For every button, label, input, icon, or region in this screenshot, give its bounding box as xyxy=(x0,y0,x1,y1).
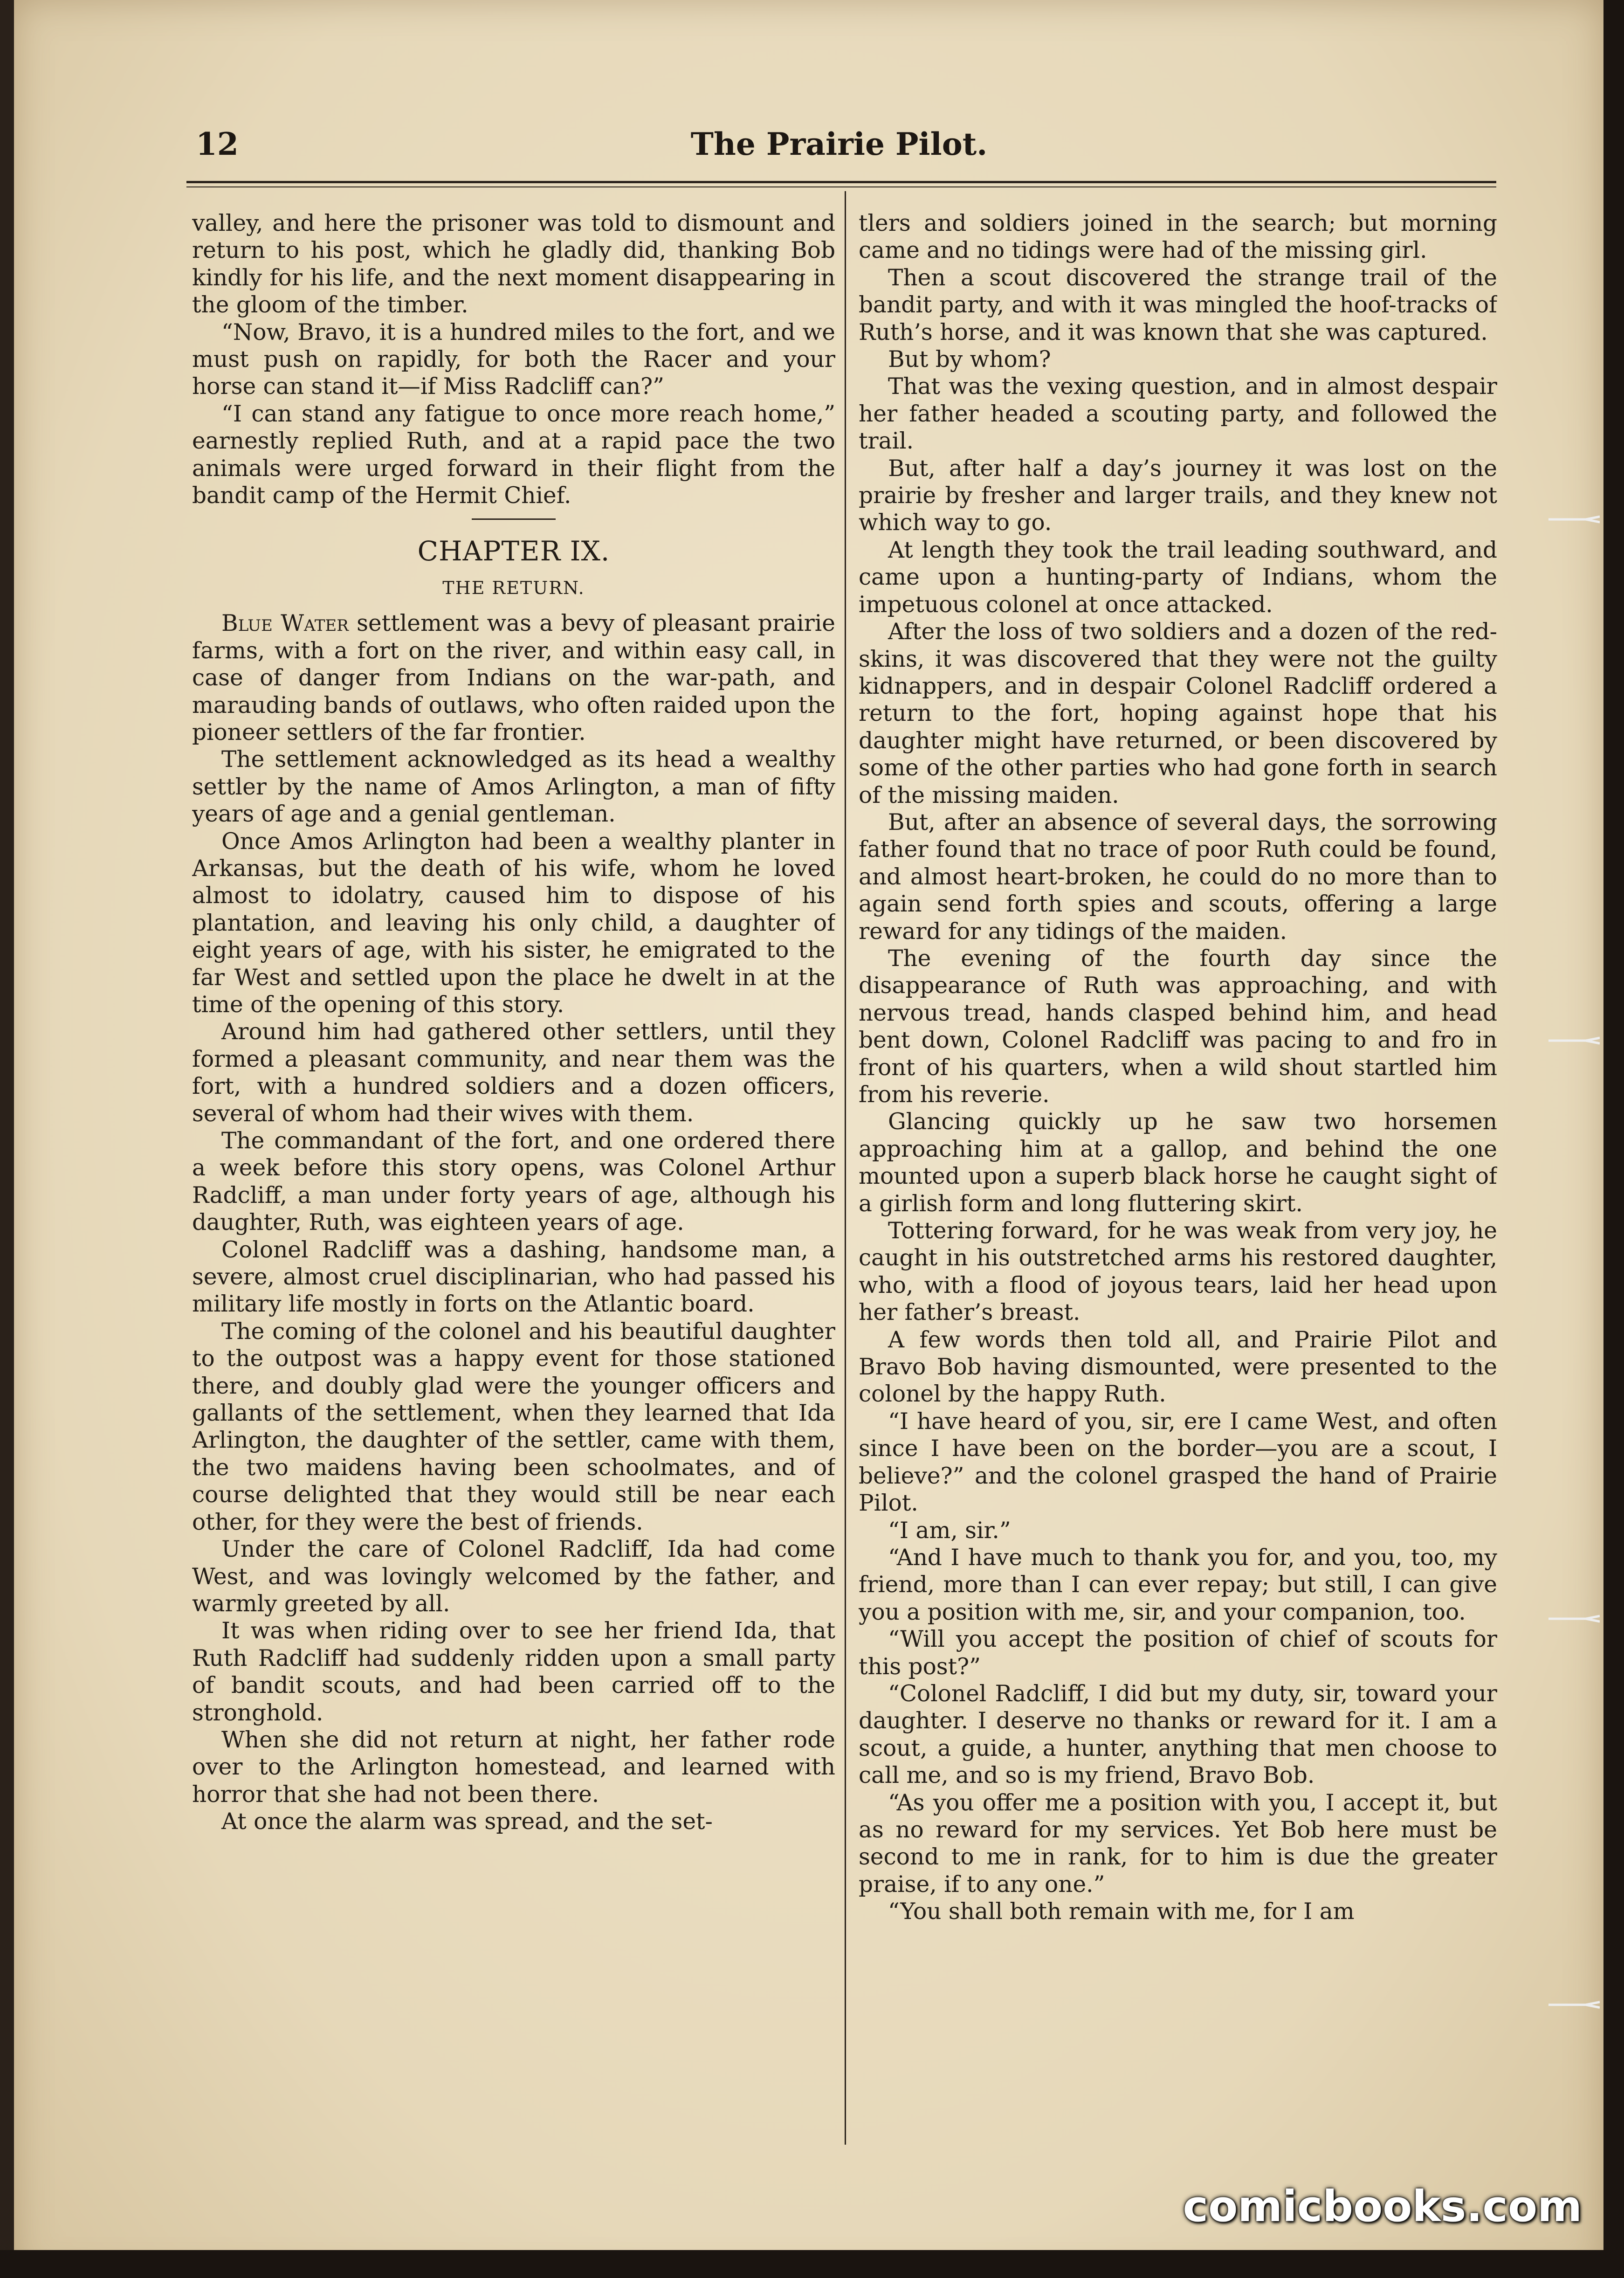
paragraph: “I have heard of you, sir, ere I came West, and often since I have been on the border—you are a scout, I believe?” and the colonel grasped the hand of Prairie Pilot. xyxy=(859,1408,1497,1517)
paragraph: tlers and soldiers joined in the search; but morning came and no tidings were had of the missing girl. xyxy=(859,210,1497,264)
chapter-subtitle: THE RETURN. xyxy=(442,577,585,598)
paragraph: “And I have much to thank you for, and you, too, my friend, more than I can ever repay; but still, I can give you a position with me, sir, and your companion, too. xyxy=(859,1544,1497,1625)
paragraph: When she did not return at night, her father rode over to the Arlington homestead, and learned with horror that she had not been there. xyxy=(192,1726,835,1808)
binding-staple-icon xyxy=(1548,1036,1600,1045)
paragraph: Around him had gathered other settlers, until they formed a pleasant community, and near them was the fort, with a hundred soldiers and a dozen officers, several of whom had their wives with them. xyxy=(192,1019,835,1127)
paragraph: “Colonel Radcliff, I did but my duty, sir, toward your daughter. I deserve no thanks or reward for it. I am a scout, a guide, a hunter, anything that men choose to call me, and so is my friend, Bravo Bob. xyxy=(859,1680,1497,1789)
right-column xyxy=(859,210,1497,2149)
paragraph: That was the vexing question, and in almost despair her father headed a scouting party, and followed the trail. xyxy=(859,373,1497,455)
paragraph: But, after half a day’s journey it was lost on the prairie by fresher and larger trails, and they knew not which way to go. xyxy=(859,455,1497,536)
paragraph: “You shall both remain with me, for I am xyxy=(888,1898,1355,1925)
paragraph: “I can stand any fatigue to once more reach home,” earnestly replied Ruth, and at a rapid pace the two animals were urged forward in their flight from the bandit camp of the Hermit Chief. xyxy=(192,400,835,509)
paragraph: But, after an absence of several days, the sorrowing father found that no trace of poor Ruth could be found, and almost heart-broken, he could do no more than to again send forth spies and scouts, offering a large reward for any tidings of the maiden. xyxy=(859,809,1497,945)
binding-staple-icon xyxy=(1548,2000,1600,2009)
column-divider xyxy=(845,191,846,2145)
paragraph: A few words then told all, and Prairie Pilot and Bravo Bob having dismounted, were presented to the colonel by the happy Ruth. xyxy=(859,1326,1497,1408)
paragraph: It was when riding over to see her friend Ida, that Ruth Radcliff had suddenly ridden upon a small party of bandit scouts, and had been carried off to the stronghold. xyxy=(192,1618,835,1726)
scan-edge-right xyxy=(1603,0,1624,2278)
paragraph: Colonel Radcliff was a dashing, handsome man, a severe, almost cruel disciplinarian, who had passed his military life mostly in forts on the Atlantic board. xyxy=(192,1236,835,1318)
paragraph: At once the alarm was spread, and the set- xyxy=(221,1809,713,1835)
paragraph: At length they took the trail leading southward, and came upon a hunting-party of Indians, whom the impetuous colonel at once attacked. xyxy=(859,537,1497,618)
binding-staple-icon xyxy=(1548,1614,1600,1623)
left-paragraphs-after xyxy=(192,746,835,1835)
paragraph: Under the care of Colonel Radcliff, Ida had come West, and was lovingly welcomed by the father, and warmly greeted by all. xyxy=(192,1536,835,1617)
paragraph: “Will you accept the position of chief of scouts for this post?” xyxy=(859,1626,1497,1680)
paragraph: “Now, Bravo, it is a hundred miles to the fort, and we must push on rapidly, for both the Racer and your horse can stand it—if Miss Radcliff can?” xyxy=(192,319,835,400)
chapter-title: CHAPTER IX. xyxy=(417,535,610,567)
header-rule-thin xyxy=(186,186,1496,187)
paragraph: But by whom? xyxy=(888,346,1051,373)
paragraph: After the loss of two soldiers and a dozen of the red-skins, it was discovered that they were not the guilty kidnappers, and in despair Colonel Radcliff ordered a return to the fort, hoping against hope that his daughter might have returned, or been discovered by some of the other parties who had gone forth in search of the missing maiden. xyxy=(859,619,1497,808)
paragraph: Glancing quickly up he saw two horsemen approaching him at a gallop, and behind the one mounted upon a superb black horse he caught sight of a girlish form and long fluttering skirt. xyxy=(859,1109,1497,1217)
chapter-rule xyxy=(472,518,556,520)
site-watermark: comicbooks.com xyxy=(1183,2181,1582,2231)
scan-edge-bottom xyxy=(0,2250,1624,2278)
header-rule xyxy=(186,181,1496,183)
paragraph: Tottering forward, for he was weak from very joy, he caught in his outstretched arms his restored daughter, who, with a flood of joyous tears, laid her head upon her father’s breast. xyxy=(859,1218,1497,1326)
opening-lead: Blue Water xyxy=(221,610,349,637)
paragraph: “I am, sir.” xyxy=(888,1517,1011,1544)
right-paragraphs xyxy=(859,210,1497,1926)
left-paragraphs-before xyxy=(192,210,835,509)
page-header xyxy=(182,126,1496,173)
paragraph: “As you offer me a position with you, I accept it, but as no reward for my services. Yet Bob here must be second to me in rank, for to him is due the greater praise, if to any one.” xyxy=(859,1789,1497,1898)
paragraph: The coming of the colonel and his beautiful daughter to the outpost was a happy event for those stationed there, and doubly glad were the younger officers and gallants of the settlement, when they learned that Ida Arlington, the daughter of the settler, came with them, the two maidens having been schoolmates, and of course delighted that they would still be near each other, for they were the best of friends. xyxy=(192,1318,835,1535)
page-number: 12 xyxy=(196,126,239,162)
opening-text: settlement was a bevy of pleasant prairie farms, with a fort on the river, and within easy call, in case of danger from Indians on the war-path, and marauding bands of outlaws, who often raided upon the pioneer settlers of the far frontier. xyxy=(192,610,835,746)
paragraph: Once Amos Arlington had been a wealthy planter in Arkansas, but the death of his wife, whom he loved almost to idolatry, caused him to dispose of his plantation, and leaving his only child, a daughter of eight years of age, with his sister, he emigrated to the far West and settled upon the place he dwelt in at the time of the opening of this story. xyxy=(192,828,835,1018)
paragraph: Then a scout discovered the strange trail of the bandit party, and with it was mingled the hoof-tracks of Ruth’s horse, and it was known that she was captured. xyxy=(859,264,1497,345)
binding-staple-icon xyxy=(1548,515,1600,524)
chapter-opening-paragraph xyxy=(192,610,835,746)
paragraph: The settlement acknowledged as its head a wealthy settler by the name of Amos Arlington, a man of fifty years of age and a genial gentleman. xyxy=(192,746,835,828)
running-title: The Prairie Pilot. xyxy=(690,126,988,162)
magazine-page xyxy=(14,0,1603,2278)
paragraph: The evening of the fourth day since the disappearance of Ruth was approaching, and with nervous tread, hands clasped behind him, and head bent down, Colonel Radcliff was pacing to and fro in front of his quarters, when a wild shout startled him from his reverie. xyxy=(859,945,1497,1108)
left-column xyxy=(192,210,835,2149)
paragraph: The commandant of the fort, and one ordered there a week before this story opens, was Colonel Arthur Radcliff, a man under forty years of age, although his daughter, Ruth, was eighteen years of age. xyxy=(192,1128,835,1236)
paragraph: valley, and here the prisoner was told to dismount and return to his post, which he gladly did, thanking Bob kindly for his life, and the next moment disappearing in the gloom of the timber. xyxy=(192,210,835,318)
